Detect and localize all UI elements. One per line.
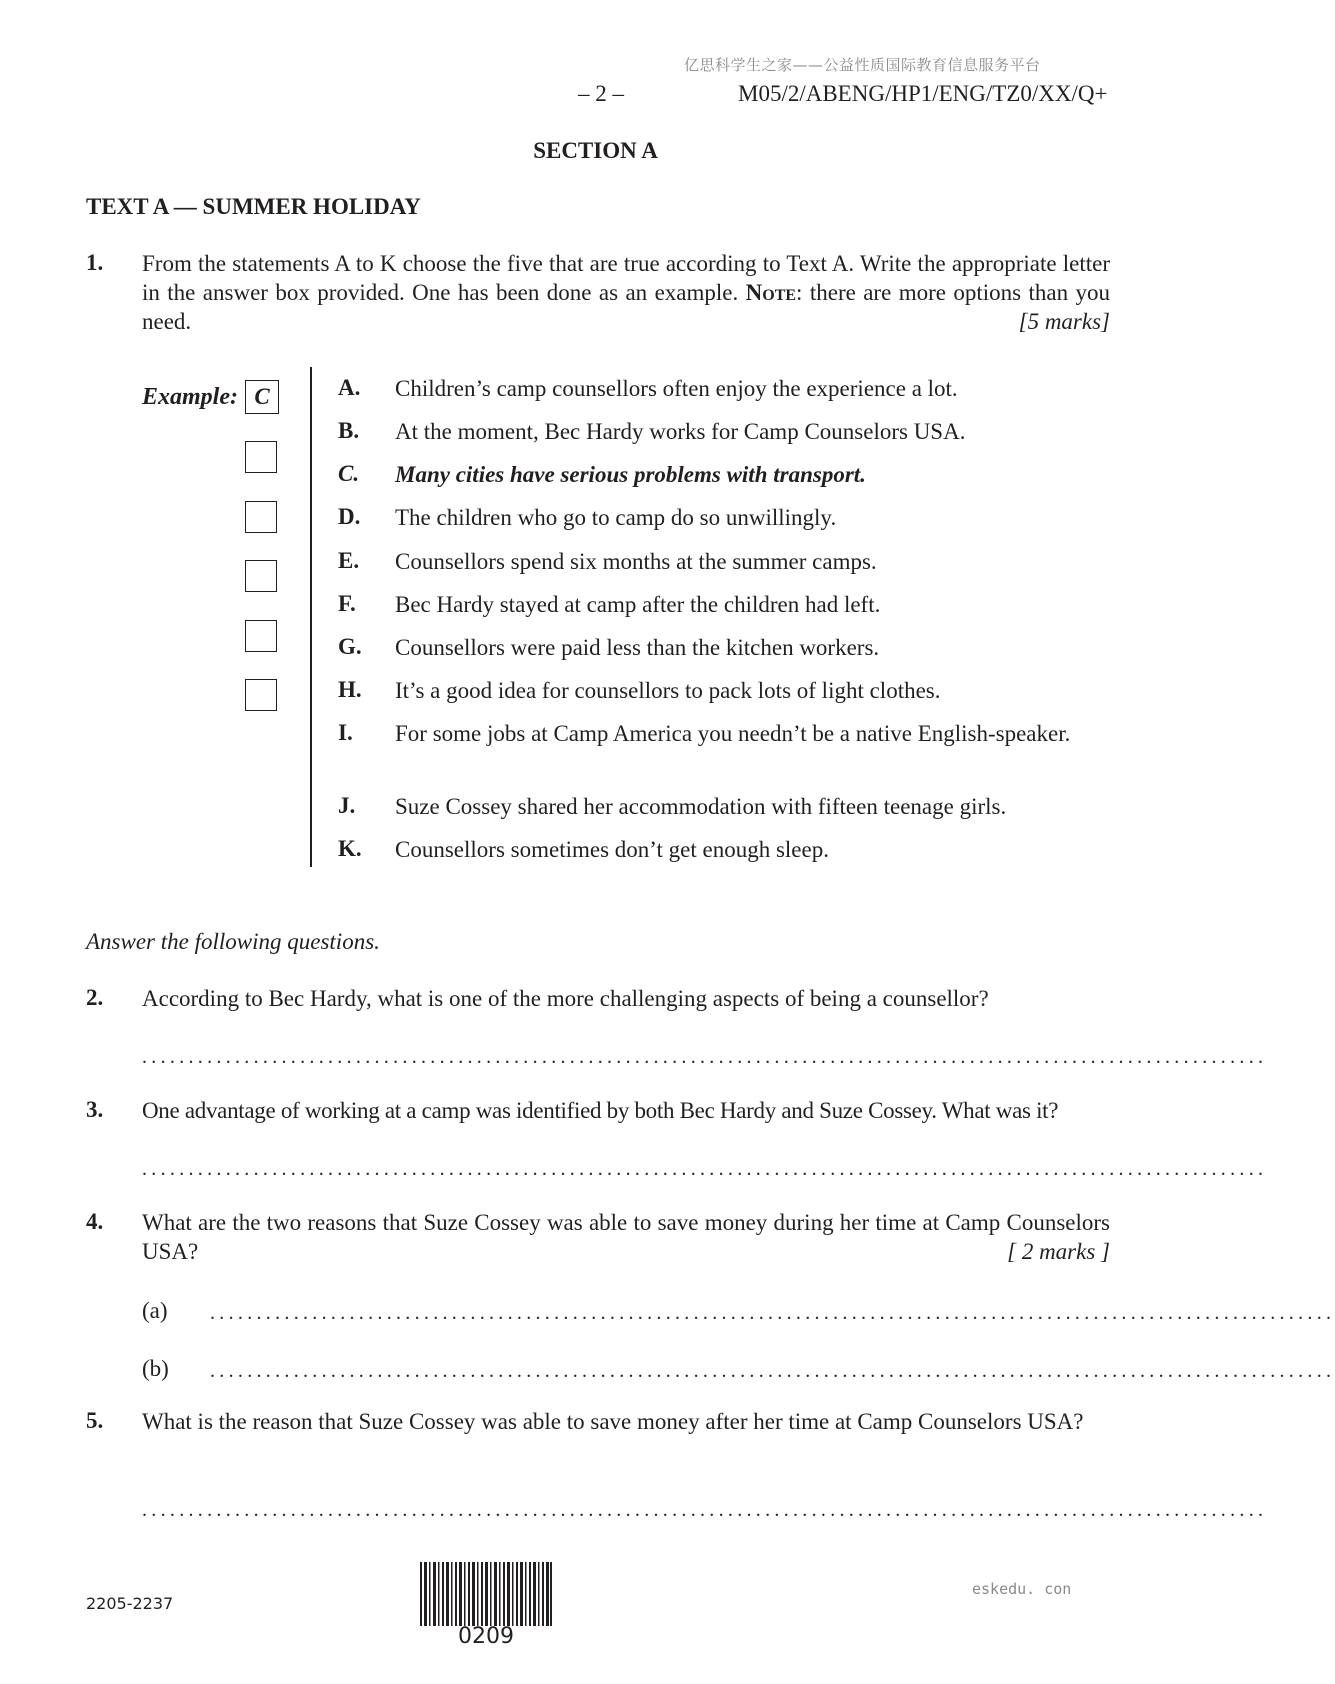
option-h-text: It’s a good idea for counsellors to pack lots of light clothes. [395,678,941,703]
option-e-text: Counsellors spend six months at the summer camps. [395,549,877,574]
question-1-number: 1. [86,250,104,275]
instruction-text: Answer the following questions. [86,929,380,954]
option-i-text: For some jobs at Camp America you needn’t be a native English-speaker. [395,721,1071,746]
option-d-text: The children who go to camp do so unwillingly. [395,505,837,530]
option-c-text: Many cities have serious problems with transport. [395,462,866,487]
barcode-number: 0209 [458,1624,514,1649]
answer-line-q4b[interactable]: ......................................................................................................................... [210,1360,1335,1382]
question-1-text-part1: From the statements A to K choose the five that are true according to Text A. Write the appropriate letter in the answer box provided. One has been done as an example. [142,251,1110,305]
option-b-text: At the moment, Bec Hardy works for Camp Counselors USA. [395,419,966,444]
options-divider [310,367,312,867]
option-a-letter: A. [338,375,361,400]
answer-box-2[interactable] [245,501,277,533]
question-4-marks: [ 2 marks ] [1007,1239,1110,1264]
answer-box-3[interactable] [245,560,277,592]
option-j-text: Suze Cossey shared her accommodation with fifteen teenage girls. [395,794,1007,819]
option-j-letter: J. [338,793,356,818]
watermark-text: 亿思科学生之家——公益性质国际教育信息服务平台 [684,56,1041,74]
example-answer-box: C [245,380,279,414]
option-c-letter: C. [338,461,360,486]
question-4b-label: (b) [142,1356,169,1381]
option-k-letter: K. [338,836,362,861]
answer-line-q3[interactable]: ......................................................................................................................... [142,1158,1268,1180]
question-4-number: 4. [86,1209,104,1234]
option-i-letter: I. [338,720,353,745]
barcode [420,1562,552,1626]
question-3-number: 3. [86,1097,104,1122]
text-title: TEXT A — SUMMER HOLIDAY [86,194,421,219]
answer-box-4[interactable] [245,620,277,652]
answer-line-q2[interactable]: ......................................................................................................................... [142,1046,1268,1068]
footer-site: eskedu. con [972,1580,1072,1598]
option-g-letter: G. [338,634,362,659]
option-f-letter: F. [338,591,356,616]
answer-line-q4a[interactable]: ......................................................................................................................... [210,1302,1335,1324]
option-k-text: Counsellors sometimes don’t get enough sleep. [395,837,829,862]
option-h-letter: H. [338,677,362,702]
question-5-text: What is the reason that Suze Cossey was able to save money after her time at Camp Counselors USA? [142,1409,1084,1434]
question-2-text: According to Bec Hardy, what is one of the more challenging aspects of being a counsellor? [142,986,989,1011]
paper-code: M05/2/ABENG/HP1/ENG/TZ0/XX/Q+ [738,81,1108,106]
exam-code: 2205-2237 [86,1594,174,1613]
option-d-letter: D. [338,504,361,529]
question-1-marks: [5 marks] [1018,309,1110,334]
option-b-letter: B. [338,418,360,443]
answer-box-5[interactable] [245,679,277,711]
example-label: Example: [142,384,238,410]
question-3-text: One advantage of working at a camp was identified by both Bec Hardy and Suze Cossey. What was it? [142,1098,1059,1123]
answer-box-1[interactable] [245,441,277,473]
question-1-text-part2: : there are more options than you need. [142,280,1110,334]
question-5-number: 5. [86,1408,104,1433]
question-4-text: What are the two reasons that Suze Cossey was able to save money during her time at Camp Counselors USA? [142,1210,1110,1264]
answer-line-q5[interactable]: ......................................................................................................................... [142,1499,1268,1521]
page-number: – 2 – [578,81,624,106]
question-4a-label: (a) [142,1298,168,1323]
question-1-text [142,249,1110,336]
question-2-number: 2. [86,985,104,1010]
option-a-text: Children’s camp counsellors often enjoy the experience a lot. [395,376,958,401]
option-e-letter: E. [338,548,360,573]
option-g-text: Counsellors were paid less than the kitchen workers. [395,635,880,660]
note-label: Note [745,280,797,305]
section-title: SECTION A [533,138,658,163]
option-f-text: Bec Hardy stayed at camp after the children had left. [395,592,881,617]
